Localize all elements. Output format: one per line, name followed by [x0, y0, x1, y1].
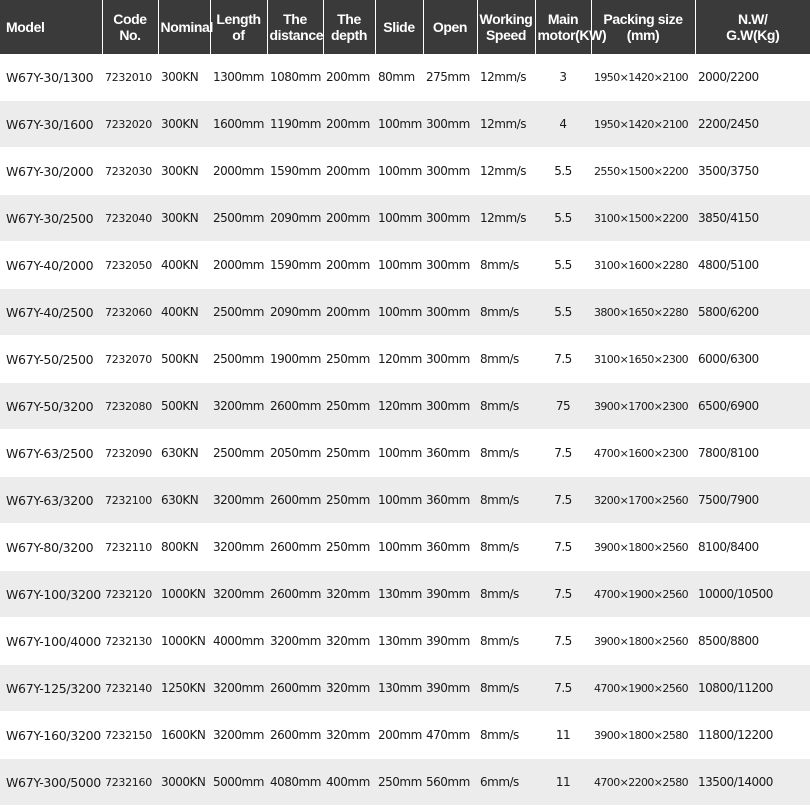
- table-cell: 10800/11200: [695, 665, 810, 712]
- table-cell: 4700×1900×2560: [591, 571, 695, 618]
- column-header: [0, 0, 102, 54]
- table-cell: 3200mm: [210, 477, 267, 524]
- table-cell: 390mm: [423, 665, 477, 712]
- table-cell: 7232090: [102, 430, 158, 477]
- table-cell: 7232070: [102, 336, 158, 383]
- table-cell: 200mm: [375, 712, 423, 759]
- table-cell: 7232100: [102, 477, 158, 524]
- table-cell: 300mm: [423, 336, 477, 383]
- table-cell: 7232020: [102, 101, 158, 148]
- table-cell: 200mm: [323, 148, 375, 195]
- table-cell: 6000/6300: [695, 336, 810, 383]
- table-cell: 630KN: [158, 477, 210, 524]
- table-cell: W67Y-100/4000: [0, 618, 102, 665]
- table-cell: 360mm: [423, 477, 477, 524]
- table-cell: 3850/4150: [695, 195, 810, 242]
- table-cell: 3000KN: [158, 759, 210, 806]
- table-cell: 200mm: [323, 101, 375, 148]
- column-header-line: distance: [269, 27, 324, 43]
- table-cell: 8mm/s: [477, 524, 535, 571]
- table-cell: 2600mm: [267, 383, 323, 430]
- table-cell: 3200mm: [210, 571, 267, 618]
- table-cell: 8mm/s: [477, 712, 535, 759]
- column-header: [102, 0, 158, 54]
- table-cell: 7232060: [102, 289, 158, 336]
- table-cell: 1590mm: [267, 242, 323, 289]
- table-cell: 2090mm: [267, 195, 323, 242]
- table-cell: W67Y-50/3200: [0, 383, 102, 430]
- table-cell: 4700×1600×2300: [591, 430, 695, 477]
- header-row: [0, 0, 810, 54]
- table-cell: 250mm: [323, 430, 375, 477]
- column-header-line: Length: [216, 11, 261, 27]
- column-header-line: Code: [113, 11, 147, 27]
- table-cell: 250mm: [375, 759, 423, 806]
- table-cell: 560mm: [423, 759, 477, 806]
- table-cell: 3: [535, 54, 591, 101]
- table-cell: 5.5: [535, 148, 591, 195]
- table-cell: 130mm: [375, 571, 423, 618]
- table-row: [0, 477, 810, 524]
- table-row: [0, 383, 810, 430]
- table-cell: 300mm: [423, 242, 477, 289]
- table-cell: 1600mm: [210, 101, 267, 148]
- table-row: [0, 54, 810, 101]
- table-cell: 12mm/s: [477, 54, 535, 101]
- table-cell: 5.5: [535, 242, 591, 289]
- table-cell: 320mm: [323, 618, 375, 665]
- table-cell: 300KN: [158, 195, 210, 242]
- table-cell: 11: [535, 759, 591, 806]
- column-header-line: G.W(Kg): [726, 27, 780, 43]
- column-header-line: depth: [330, 27, 368, 43]
- column-header: [535, 0, 607, 54]
- table-cell: 320mm: [323, 571, 375, 618]
- table-cell: 320mm: [323, 665, 375, 712]
- table-cell: 7.5: [535, 430, 591, 477]
- table-cell: 7232120: [102, 571, 158, 618]
- table-row: [0, 571, 810, 618]
- table-cell: 2500mm: [210, 195, 267, 242]
- column-header-line: No.: [119, 27, 141, 43]
- table-cell: 12mm/s: [477, 148, 535, 195]
- column-header: [158, 0, 213, 54]
- column-header: [591, 0, 695, 54]
- table-cell: W67Y-30/1600: [0, 101, 102, 148]
- table-cell: 4: [535, 101, 591, 148]
- table-cell: 200mm: [323, 289, 375, 336]
- table-cell: W67Y-100/3200: [0, 571, 102, 618]
- table-cell: 2000mm: [210, 242, 267, 289]
- table-cell: 10000/10500: [695, 571, 810, 618]
- table-header: [0, 0, 810, 54]
- table-cell: 400KN: [158, 242, 210, 289]
- table-cell: 7232050: [102, 242, 158, 289]
- table-cell: 500KN: [158, 383, 210, 430]
- table-cell: 4080mm: [267, 759, 323, 806]
- table-cell: 7500/7900: [695, 477, 810, 524]
- table-cell: 390mm: [423, 571, 477, 618]
- table-cell: 8mm/s: [477, 336, 535, 383]
- table-cell: W67Y-30/2500: [0, 195, 102, 242]
- table-cell: 7232080: [102, 383, 158, 430]
- table-cell: 2600mm: [267, 477, 323, 524]
- table-cell: 4700×2200×2580: [591, 759, 695, 806]
- table-cell: 250mm: [323, 477, 375, 524]
- table-cell: W67Y-50/2500: [0, 336, 102, 383]
- table-cell: 8mm/s: [477, 430, 535, 477]
- table-cell: 7232150: [102, 712, 158, 759]
- table-cell: 7.5: [535, 571, 591, 618]
- table-cell: 1900mm: [267, 336, 323, 383]
- table-cell: 250mm: [323, 383, 375, 430]
- column-header-line: Main: [547, 11, 579, 27]
- table-cell: 2500mm: [210, 289, 267, 336]
- table-cell: 3800×1650×2280: [591, 289, 695, 336]
- table-cell: 2500mm: [210, 336, 267, 383]
- table-cell: W67Y-160/3200: [0, 712, 102, 759]
- table-cell: 390mm: [423, 618, 477, 665]
- table-cell: 1950×1420×2100: [591, 101, 695, 148]
- table-cell: 7232140: [102, 665, 158, 712]
- table-cell: 8mm/s: [477, 571, 535, 618]
- table-cell: 130mm: [375, 665, 423, 712]
- table-cell: 11800/12200: [695, 712, 810, 759]
- table-cell: 12mm/s: [477, 101, 535, 148]
- table-row: [0, 101, 810, 148]
- table-cell: W67Y-63/2500: [0, 430, 102, 477]
- table-cell: 250mm: [323, 336, 375, 383]
- table-row: [0, 336, 810, 383]
- column-header: [267, 0, 323, 54]
- table-cell: 1000KN: [158, 571, 210, 618]
- table-cell: 5.5: [535, 289, 591, 336]
- column-header-line: Packing size: [603, 11, 683, 27]
- table-cell: 200mm: [323, 242, 375, 289]
- table-cell: 4000mm: [210, 618, 267, 665]
- table-row: [0, 195, 810, 242]
- table-cell: 300mm: [423, 383, 477, 430]
- table-cell: 8mm/s: [477, 242, 535, 289]
- table-cell: 470mm: [423, 712, 477, 759]
- column-header-line: Speed: [485, 27, 526, 43]
- table-cell: 300KN: [158, 54, 210, 101]
- table-cell: 2600mm: [267, 524, 323, 571]
- table-cell: 3900×1800×2580: [591, 712, 695, 759]
- table-cell: 3200mm: [210, 665, 267, 712]
- table-cell: 2600mm: [267, 712, 323, 759]
- table-cell: 2000/2200: [695, 54, 810, 101]
- column-header: [695, 0, 810, 54]
- table-cell: 3200×1700×2560: [591, 477, 695, 524]
- table-cell: 3500/3750: [695, 148, 810, 195]
- table-cell: 400KN: [158, 289, 210, 336]
- table-cell: 8mm/s: [477, 477, 535, 524]
- table-cell: 7.5: [535, 477, 591, 524]
- table-cell: 100mm: [375, 101, 423, 148]
- column-header-line: of: [232, 27, 245, 43]
- table-cell: 11: [535, 712, 591, 759]
- table-row: [0, 759, 810, 806]
- table-cell: 7232010: [102, 54, 158, 101]
- column-header-line: motor(KW): [537, 27, 607, 43]
- column-header-line: Model: [6, 19, 45, 35]
- table-cell: 2000mm: [210, 148, 267, 195]
- table-cell: 100mm: [375, 289, 423, 336]
- table-cell: 2500mm: [210, 430, 267, 477]
- table-cell: 360mm: [423, 430, 477, 477]
- table-cell: W67Y-80/3200: [0, 524, 102, 571]
- table-cell: 360mm: [423, 524, 477, 571]
- table-cell: 630KN: [158, 430, 210, 477]
- table-cell: 7.5: [535, 336, 591, 383]
- table-cell: 100mm: [375, 477, 423, 524]
- table-cell: 13500/14000: [695, 759, 810, 806]
- column-header-line: Slide: [383, 19, 415, 35]
- table-cell: 1600KN: [158, 712, 210, 759]
- table-cell: W67Y-125/3200: [0, 665, 102, 712]
- table-cell: 100mm: [375, 524, 423, 571]
- table-cell: 300mm: [423, 101, 477, 148]
- table-cell: 7.5: [535, 618, 591, 665]
- table-cell: 200mm: [323, 54, 375, 101]
- table-cell: 300KN: [158, 148, 210, 195]
- table-cell: 120mm: [375, 383, 423, 430]
- table-cell: 100mm: [375, 195, 423, 242]
- table-cell: 100mm: [375, 148, 423, 195]
- table-cell: W67Y-30/2000: [0, 148, 102, 195]
- table-cell: 7232030: [102, 148, 158, 195]
- table-cell: 3900×1800×2560: [591, 618, 695, 665]
- table-cell: 130mm: [375, 618, 423, 665]
- table-cell: 7232130: [102, 618, 158, 665]
- table-cell: 7.5: [535, 665, 591, 712]
- table-cell: 250mm: [323, 524, 375, 571]
- table-cell: 2090mm: [267, 289, 323, 336]
- table-cell: 300mm: [423, 195, 477, 242]
- table-cell: 8mm/s: [477, 618, 535, 665]
- table-cell: 8500/8800: [695, 618, 810, 665]
- column-header-line: N.W/: [737, 11, 768, 27]
- table-cell: 3100×1650×2300: [591, 336, 695, 383]
- column-header: [323, 0, 375, 54]
- table-cell: 400mm: [323, 759, 375, 806]
- column-header-line: Nominal: [160, 19, 213, 35]
- table-row: [0, 289, 810, 336]
- column-header: [477, 0, 535, 54]
- table-cell: 7.5: [535, 524, 591, 571]
- table-cell: 80mm: [375, 54, 423, 101]
- table-cell: 8100/8400: [695, 524, 810, 571]
- table-cell: 200mm: [323, 195, 375, 242]
- table-cell: 500KN: [158, 336, 210, 383]
- table-cell: 7232040: [102, 195, 158, 242]
- table-cell: 7232160: [102, 759, 158, 806]
- table-cell: 120mm: [375, 336, 423, 383]
- table-cell: 100mm: [375, 430, 423, 477]
- table-cell: 300KN: [158, 101, 210, 148]
- table-cell: 1190mm: [267, 101, 323, 148]
- table-cell: 4700×1900×2560: [591, 665, 695, 712]
- table-cell: 2600mm: [267, 665, 323, 712]
- table-cell: 2600mm: [267, 571, 323, 618]
- column-header-line: The: [283, 11, 307, 27]
- table-cell: 320mm: [323, 712, 375, 759]
- table-cell: 6500/6900: [695, 383, 810, 430]
- table-cell: W67Y-63/3200: [0, 477, 102, 524]
- table-cell: 1000KN: [158, 618, 210, 665]
- table-row: [0, 148, 810, 195]
- table-cell: 3200mm: [210, 524, 267, 571]
- table-cell: 3100×1500×2200: [591, 195, 695, 242]
- table-cell: 1590mm: [267, 148, 323, 195]
- table-cell: 1950×1420×2100: [591, 54, 695, 101]
- table-cell: 300mm: [423, 148, 477, 195]
- column-header: [423, 0, 477, 54]
- column-header-line: (mm): [626, 27, 660, 43]
- table-cell: 75: [535, 383, 591, 430]
- table-cell: 5800/6200: [695, 289, 810, 336]
- table-cell: 800KN: [158, 524, 210, 571]
- table-cell: 6mm/s: [477, 759, 535, 806]
- table-cell: 12mm/s: [477, 195, 535, 242]
- table-cell: 2550×1500×2200: [591, 148, 695, 195]
- table-cell: 100mm: [375, 242, 423, 289]
- table-cell: 5.5: [535, 195, 591, 242]
- table-cell: 300mm: [423, 289, 477, 336]
- table-cell: 8mm/s: [477, 665, 535, 712]
- table-cell: 1250KN: [158, 665, 210, 712]
- table-cell: 2200/2450: [695, 101, 810, 148]
- table-cell: 8mm/s: [477, 383, 535, 430]
- table-cell: 3900×1800×2560: [591, 524, 695, 571]
- table-row: [0, 712, 810, 759]
- table-cell: 7232110: [102, 524, 158, 571]
- table-cell: 1300mm: [210, 54, 267, 101]
- table-cell: W67Y-40/2500: [0, 289, 102, 336]
- column-header: [375, 0, 423, 54]
- table-cell: 3900×1700×2300: [591, 383, 695, 430]
- column-header-line: Open: [432, 19, 468, 35]
- table-row: [0, 524, 810, 571]
- table-cell: 8mm/s: [477, 289, 535, 336]
- table-cell: 2050mm: [267, 430, 323, 477]
- table-cell: 3200mm: [210, 712, 267, 759]
- table-body: [0, 54, 810, 806]
- table-cell: 1080mm: [267, 54, 323, 101]
- table-row: [0, 242, 810, 289]
- table-row: [0, 430, 810, 477]
- column-header-line: The: [337, 11, 361, 27]
- table-cell: 7800/8100: [695, 430, 810, 477]
- table-cell: 3200mm: [210, 383, 267, 430]
- table-cell: W67Y-30/1300: [0, 54, 102, 101]
- table-cell: 5000mm: [210, 759, 267, 806]
- table-cell: 3200mm: [267, 618, 323, 665]
- table-cell: 4800/5100: [695, 242, 810, 289]
- table-cell: W67Y-300/5000: [0, 759, 102, 806]
- table-cell: 3100×1600×2280: [591, 242, 695, 289]
- table-row: [0, 665, 810, 712]
- table-cell: 275mm: [423, 54, 477, 101]
- table-row: [0, 618, 810, 665]
- column-header-line: Working: [479, 11, 533, 27]
- table-cell: W67Y-40/2000: [0, 242, 102, 289]
- column-header: [210, 0, 267, 54]
